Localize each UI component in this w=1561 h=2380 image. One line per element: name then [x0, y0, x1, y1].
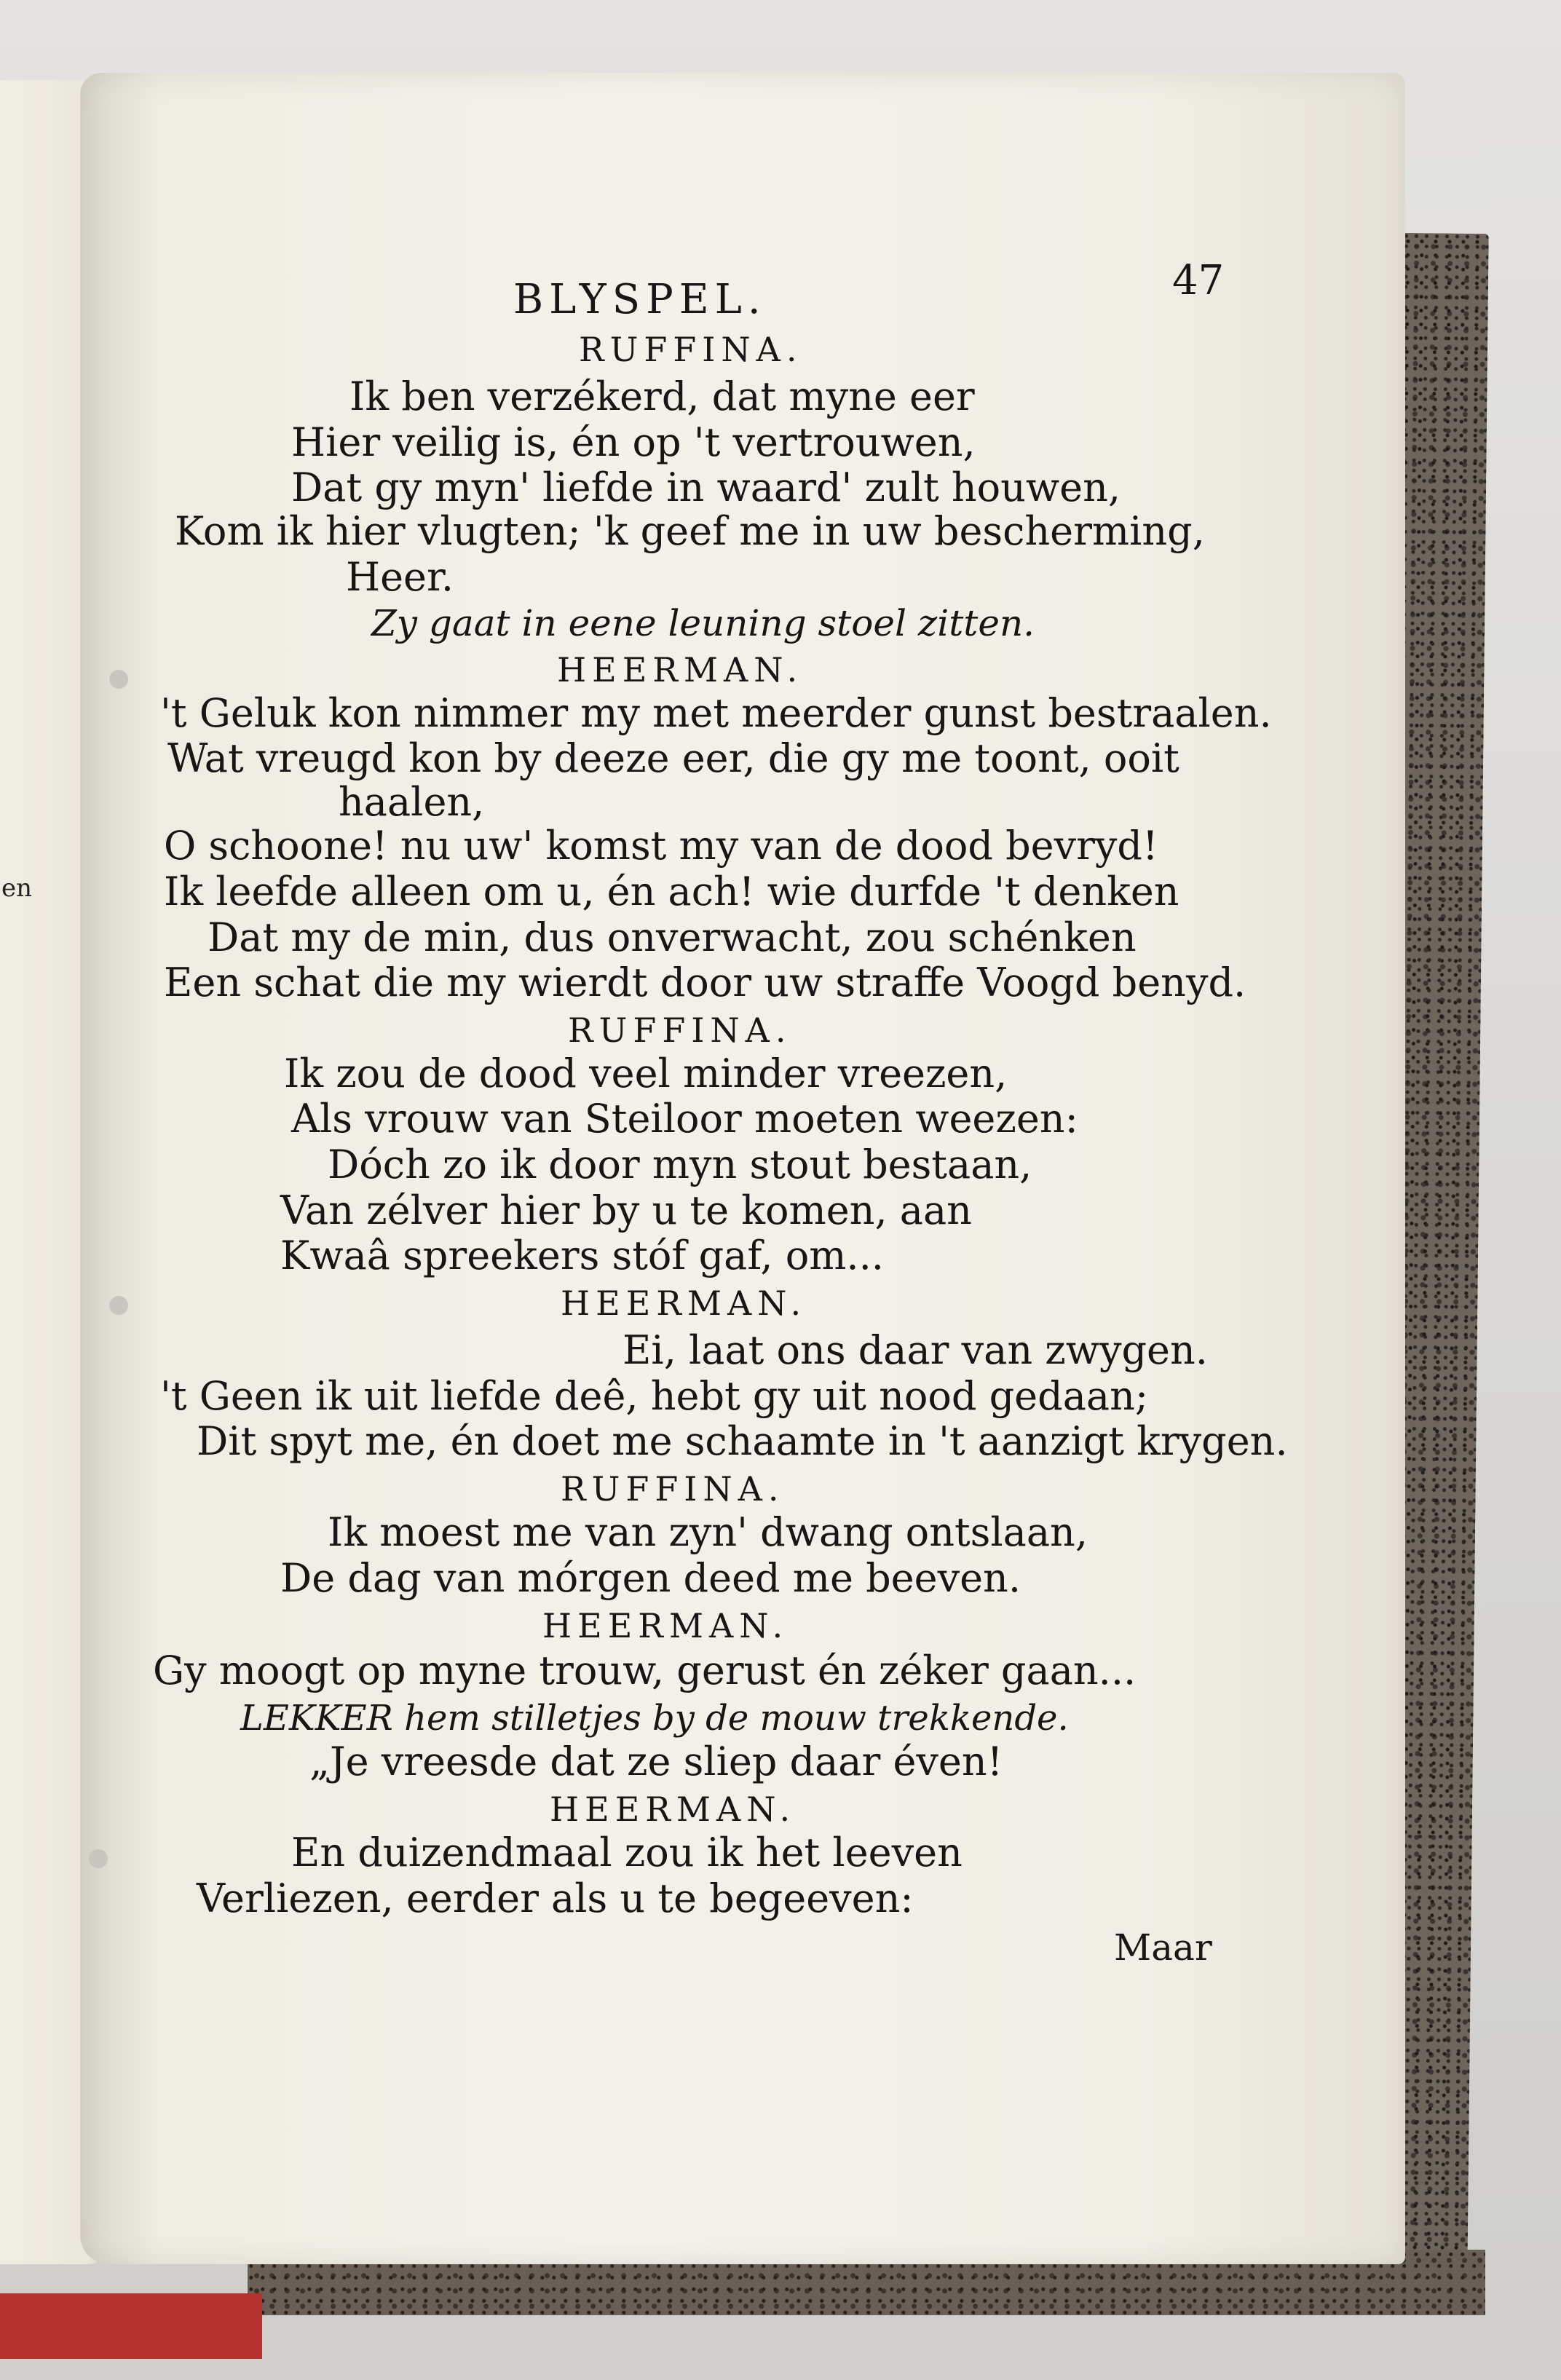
verse-line: De dag van mórgen deed me beeven. [280, 1555, 1021, 1601]
verse-line: En duizendmaal zou ik het leeven [291, 1830, 963, 1875]
verse-line: Dóch zo ik door myn stout bestaan, [328, 1142, 1032, 1187]
verse-line: Heer. [346, 554, 454, 600]
ribbon-bookmark [0, 2293, 262, 2359]
verse-line: Dit spyt me, én doet me schaamte in 't aanzigt krygen. [197, 1418, 1288, 1464]
verse-line: 't Geluk kon nimmer my met meerder gunst bestraalen. [160, 690, 1272, 736]
verse-line: Dat gy myn' liefde in waard' zult houwen, [291, 464, 1121, 510]
verse-line: O schoone! nu uw' komst my van de dood bevryd! [164, 823, 1158, 869]
verse-line: Ik zou de dood veel minder vreezen, [284, 1051, 1008, 1096]
punch-hole [89, 1849, 108, 1868]
verse-line: Kom ik hier vlugten; 'k geef me in uw bescherming, [175, 508, 1205, 554]
running-header: BLYSPEL. [513, 276, 767, 323]
verse-line: Wat vreugd kon by deeze eer, die gy me toont, ooit [167, 735, 1179, 781]
verse-line: „Je vreesde dat ze sliep daar éven! [309, 1739, 1003, 1784]
catchword: Maar [1114, 1926, 1212, 1969]
speaker-heerman: HEERMAN. [542, 1606, 789, 1645]
verse-line: Kwaâ spreekers stóf gaf, om... [280, 1233, 884, 1278]
speaker-heerman: HEERMAN. [561, 1284, 807, 1323]
punch-hole [109, 670, 128, 689]
verse-line: Ik moest me van zyn' dwang ontslaan, [328, 1509, 1088, 1555]
speaker-ruffina: RUFFINA. [568, 1011, 792, 1050]
verse-line: Als vrouw van Steiloor moeten weezen: [291, 1096, 1078, 1142]
verse-line: Van zélver hier by u te komen, aan [280, 1187, 972, 1233]
page-number: 47 [1172, 257, 1225, 304]
verse-line: Gy moogt op myne trouw, gerust én zéker gaan... [153, 1648, 1137, 1693]
verse-line: 't Geen ik uit liefde deê, hebt gy uit nood gedaan; [160, 1373, 1149, 1419]
stage-direction: Zy gaat in eene leuning stoel zitten. [371, 602, 1035, 644]
verse-line: Een schat die my wierdt door uw straffe Voogd benyd. [164, 960, 1246, 1005]
verse-line: Ik leefde alleen om u, én ach! wie durfde 't denken [164, 869, 1179, 914]
speaker-heerman: HEERMAN. [550, 1790, 797, 1829]
speaker-ruffina: RUFFINA. [579, 330, 803, 369]
stage-direction: LEKKER hem stilletjes by de mouw trekkende. [240, 1698, 1069, 1739]
verse-line: Dat my de min, dus onverwacht, zou schénken [208, 914, 1137, 960]
verse-line: haalen, [339, 779, 485, 825]
speaker-heerman: HEERMAN. [557, 650, 804, 689]
verse-line: Ei, laat ons daar van zwygen. [623, 1327, 1208, 1373]
verse-line: Ik ben verzékerd, dat myne eer [349, 373, 975, 419]
verse-line: Hier veilig is, én op 't vertrouwen, [291, 419, 976, 465]
verse-line: Verliezen, eerder als u te begeeven: [197, 1875, 914, 1921]
left-page-fragment: en [1, 874, 33, 903]
punch-hole [109, 1296, 128, 1315]
speaker-ruffina: RUFFINA. [561, 1469, 785, 1509]
